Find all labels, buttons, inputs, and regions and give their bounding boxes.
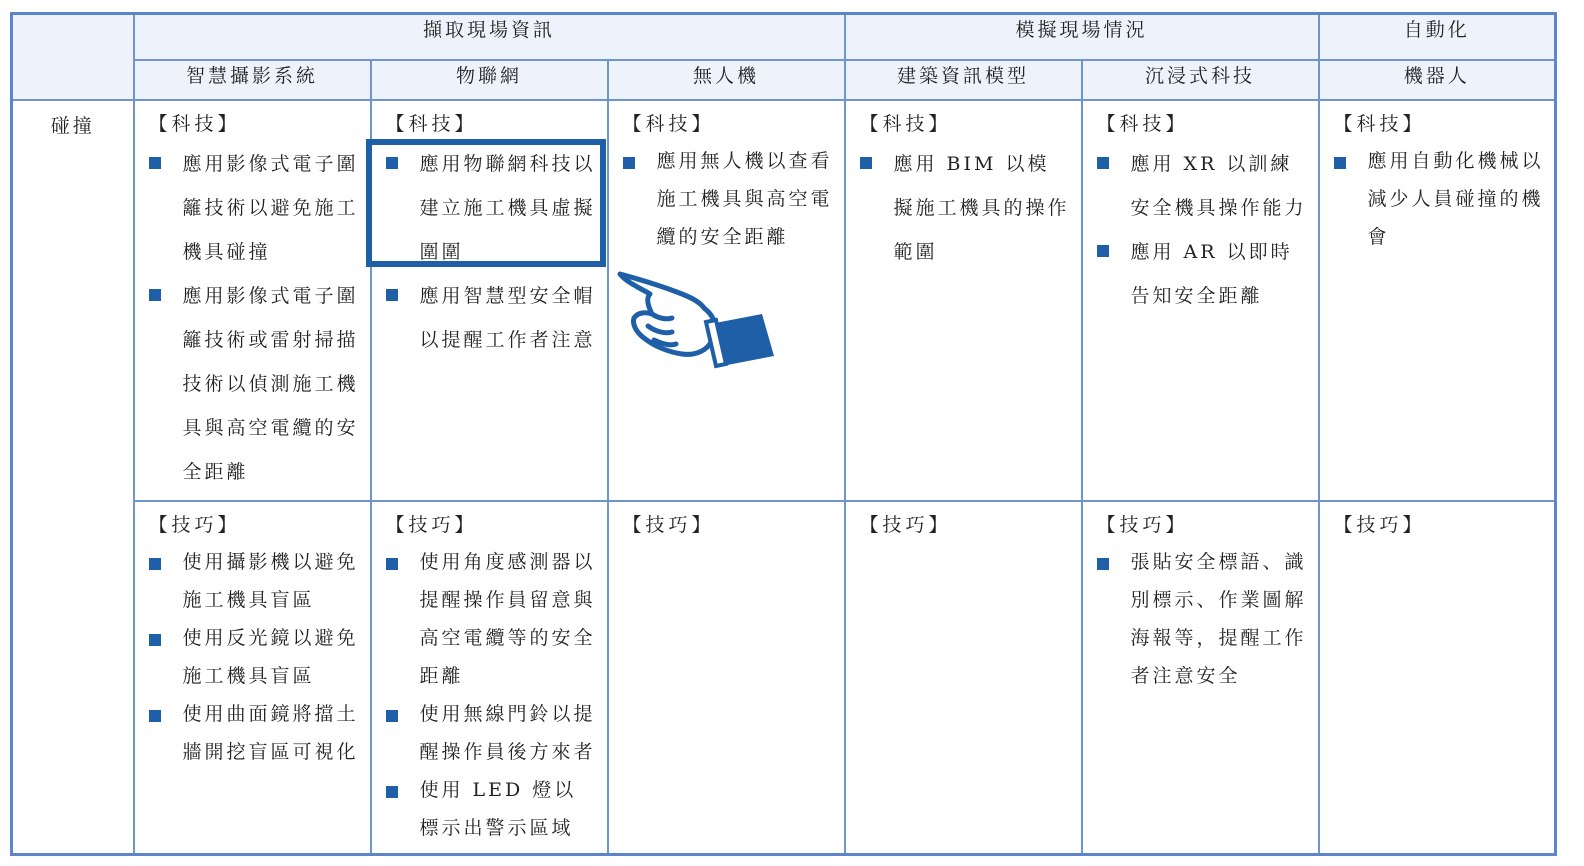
col-header-iot: 物聯網 xyxy=(371,60,608,100)
list-item-text: 應用無人機以查看施工機具與高空電纜的安全距離 xyxy=(656,150,833,248)
list-item xyxy=(1097,230,1308,318)
tips-list xyxy=(1097,543,1308,695)
tips-cell xyxy=(1082,501,1319,855)
list-item xyxy=(149,142,360,274)
tech-section-label: 【科技】 xyxy=(385,113,478,135)
tech-list xyxy=(860,142,1071,274)
square-bullet-icon xyxy=(386,558,398,570)
tech-row xyxy=(12,100,1556,501)
tech-section-label: 【科技】 xyxy=(622,113,715,135)
tips-cell xyxy=(371,501,608,855)
square-bullet-icon xyxy=(1097,558,1109,570)
header-row-groups xyxy=(12,14,1556,61)
list-item-text: 使用反光鏡以避免施工機具盲區 xyxy=(182,627,359,687)
list-item-text: 應用物聯網科技以建立施工機具虛擬圍圍 xyxy=(419,153,596,263)
list-item xyxy=(386,274,597,362)
tips-row xyxy=(12,501,1556,855)
pointing-hand-icon xyxy=(612,262,782,382)
tech-list xyxy=(1097,142,1308,318)
col-header-bim: 建築資訊模型 xyxy=(845,60,1082,100)
tech-section-label: 【科技】 xyxy=(859,113,952,135)
square-bullet-icon xyxy=(386,289,398,301)
group-header-automation: 自動化 xyxy=(1319,14,1556,61)
list-item-text: 應用智慧型安全帽以提醒工作者注意 xyxy=(419,285,596,351)
tips-section-label: 【技巧】 xyxy=(622,514,715,536)
tech-list xyxy=(149,142,360,494)
tech-list xyxy=(623,142,834,256)
tips-section-label: 【技巧】 xyxy=(859,514,952,536)
square-bullet-icon xyxy=(860,157,872,169)
list-item xyxy=(386,543,597,695)
list-item-text: 張貼安全標語、識別標示、作業圖解海報等，提醒工作者注意安全 xyxy=(1130,551,1307,687)
list-item xyxy=(623,142,834,256)
col-header-drone: 無人機 xyxy=(608,60,845,100)
list-item xyxy=(1097,543,1308,695)
tech-cell xyxy=(134,100,371,501)
comparison-table xyxy=(10,12,1557,856)
square-bullet-icon xyxy=(149,710,161,722)
list-item xyxy=(1334,142,1545,256)
tech-section-label: 【科技】 xyxy=(1333,113,1426,135)
square-bullet-icon xyxy=(149,157,161,169)
tech-section-label: 【科技】 xyxy=(148,113,241,135)
tips-list xyxy=(386,543,597,847)
tips-cell xyxy=(134,501,371,855)
tips-cell xyxy=(1319,501,1556,855)
list-item-text: 使用 LED 燈以標示出警示區域 xyxy=(419,779,577,839)
square-bullet-icon xyxy=(1097,245,1109,257)
corner-cell xyxy=(12,14,134,101)
tech-cell xyxy=(845,100,1082,501)
list-item xyxy=(149,695,360,771)
list-item-text: 應用影像式電子圍籬技術以避免施工機具碰撞 xyxy=(182,153,359,263)
tips-section-label: 【技巧】 xyxy=(1333,514,1426,536)
row-label-collision: 碰撞 xyxy=(12,100,134,855)
col-header-immersive: 沉浸式科技 xyxy=(1082,60,1319,100)
col-header-smart-camera: 智慧攝影系統 xyxy=(134,60,371,100)
tips-section-label: 【技巧】 xyxy=(385,514,478,536)
group-header-capture: 擷取現場資訊 xyxy=(134,14,845,61)
list-item-text: 使用角度感測器以提醒操作員留意與高空電纜等的安全距離 xyxy=(419,551,596,687)
tech-list xyxy=(1334,142,1545,256)
tech-cell xyxy=(1082,100,1319,501)
col-header-robot: 機器人 xyxy=(1319,60,1556,100)
list-item xyxy=(149,619,360,695)
list-item-text: 使用攝影機以避免施工機具盲區 xyxy=(182,551,359,611)
tips-cell xyxy=(608,501,845,855)
list-item-text: 應用自動化機械以減少人員碰撞的機會 xyxy=(1367,150,1544,248)
list-item-text: 應用 BIM 以模擬施工機具的操作範圍 xyxy=(893,153,1070,263)
list-item-text: 應用影像式電子圍籬技術或雷射掃描技術以偵測施工機具與高空電纜的安全距離 xyxy=(182,285,359,483)
list-item-text: 使用曲面鏡將擋土牆開挖盲區可視化 xyxy=(182,703,359,763)
square-bullet-icon xyxy=(149,289,161,301)
group-header-simulate: 模擬現場情況 xyxy=(845,14,1319,61)
square-bullet-icon xyxy=(386,786,398,798)
square-bullet-icon xyxy=(623,157,635,169)
list-item-text: 應用 XR 以訓練安全機具操作能力 xyxy=(1130,153,1307,219)
list-item xyxy=(149,274,360,494)
square-bullet-icon xyxy=(386,710,398,722)
tips-list xyxy=(149,543,360,771)
header-row-columns xyxy=(12,60,1556,100)
list-item xyxy=(386,695,597,771)
tips-section-label: 【技巧】 xyxy=(1096,514,1189,536)
tips-section-label: 【技巧】 xyxy=(148,514,241,536)
square-bullet-icon xyxy=(149,634,161,646)
list-item xyxy=(149,543,360,619)
tech-cell xyxy=(1319,100,1556,501)
list-item-text: 使用無線門鈴以提醒操作員後方來者 xyxy=(419,703,596,763)
square-bullet-icon xyxy=(1334,157,1346,169)
tips-cell xyxy=(845,501,1082,855)
list-item xyxy=(1097,142,1308,230)
list-item-text: 應用 AR 以即時告知安全距離 xyxy=(1130,241,1293,307)
square-bullet-icon xyxy=(1097,157,1109,169)
square-bullet-icon xyxy=(149,558,161,570)
tech-section-label: 【科技】 xyxy=(1096,113,1189,135)
highlight-box xyxy=(366,139,606,267)
list-item xyxy=(860,142,1071,274)
list-item xyxy=(386,771,597,847)
